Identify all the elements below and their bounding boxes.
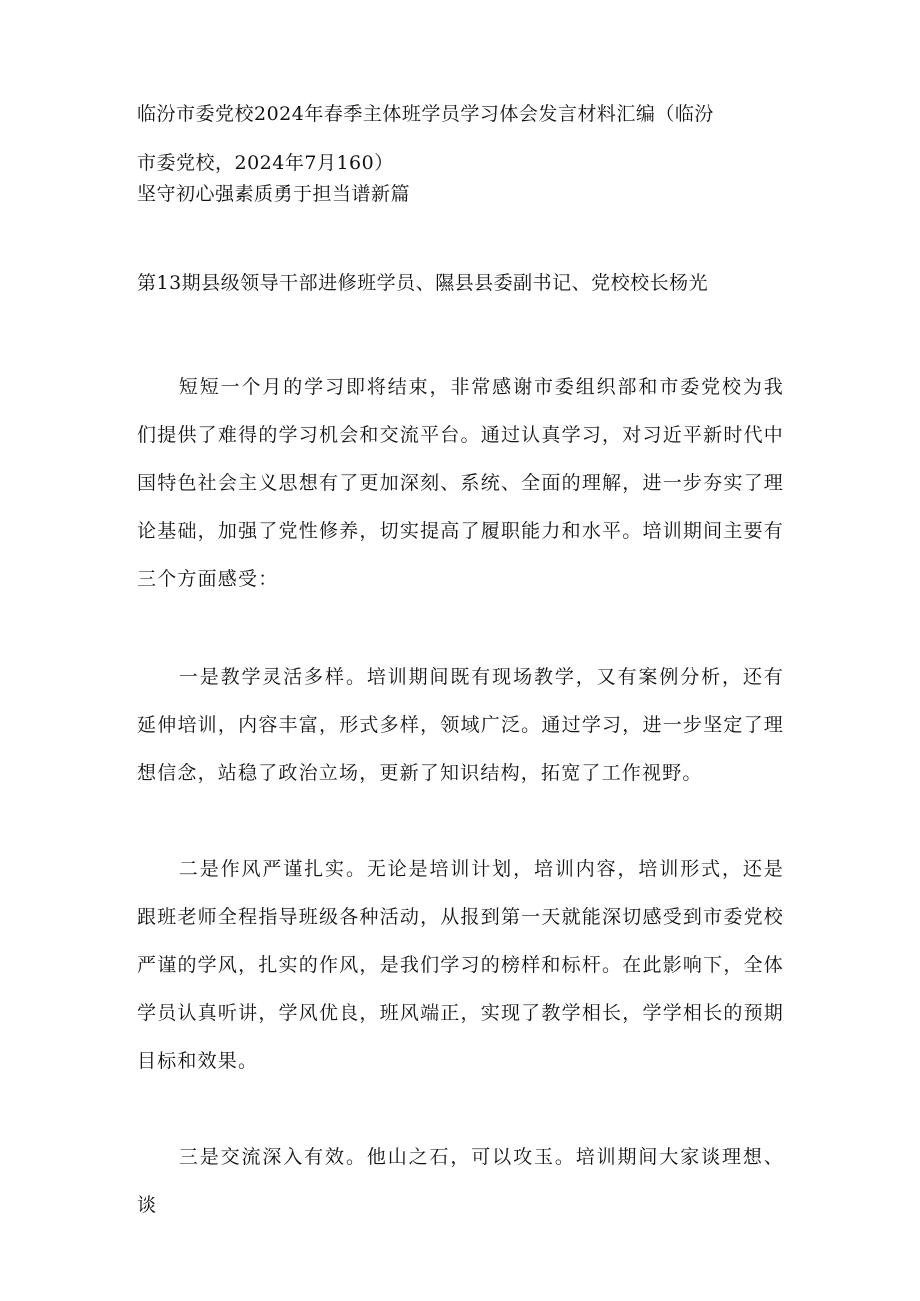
- document-title-line-2: 市委党校，2024年7月160）: [137, 152, 394, 174]
- paragraph-intro: 短短一个月的学习即将结束，非常感谢市委组织部和市委党校为我们提供了难得的学习机会和交流平台。通过认真学习，对习近平新时代中国特色社会主义思想有了更加深刻、系统、全面的理解，进一步夯实了理论基础，加强了党性修养，切实提高了履职能力和水平。培训期间主要有三个方面感受：: [137, 376, 784, 590]
- document-subtitle: 坚守初心强素质勇于担当谱新篇: [137, 183, 411, 205]
- paragraph-point-3: 三是交流深入有效。他山之石，可以攻玉。培训期间大家谈理想、谈: [137, 1146, 784, 1216]
- paragraph-point-1: 一是教学灵活多样。培训期间既有现场教学，又有案例分析，还有延伸培训，内容丰富，形式多样，领域广泛。通过学习，进一步坚定了理想信念，站稳了政治立场，更新了知识结构，拓宽了工作视野。: [137, 666, 784, 784]
- paragraph-point-2: 二是作风严谨扎实。无论是培训计划，培训内容，培训形式，还是跟班老师全程指导班级各种活动，从报到第一天就能深切感受到市委党校严谨的学风，扎实的作风，是我们学习的榜样和标杆。在此影响下，全体学员认真听讲，学风优良，班风端正，实现了教学相长，学学相长的预期目标和效果。: [137, 858, 784, 1072]
- document-title-line-1: 临汾市委党校2024年春季主体班学员学习体会发言材料汇编（临汾: [137, 103, 714, 125]
- author-line: 第13期县级领导干部进修班学员、隰县县委副书记、党校校长杨光: [137, 272, 709, 294]
